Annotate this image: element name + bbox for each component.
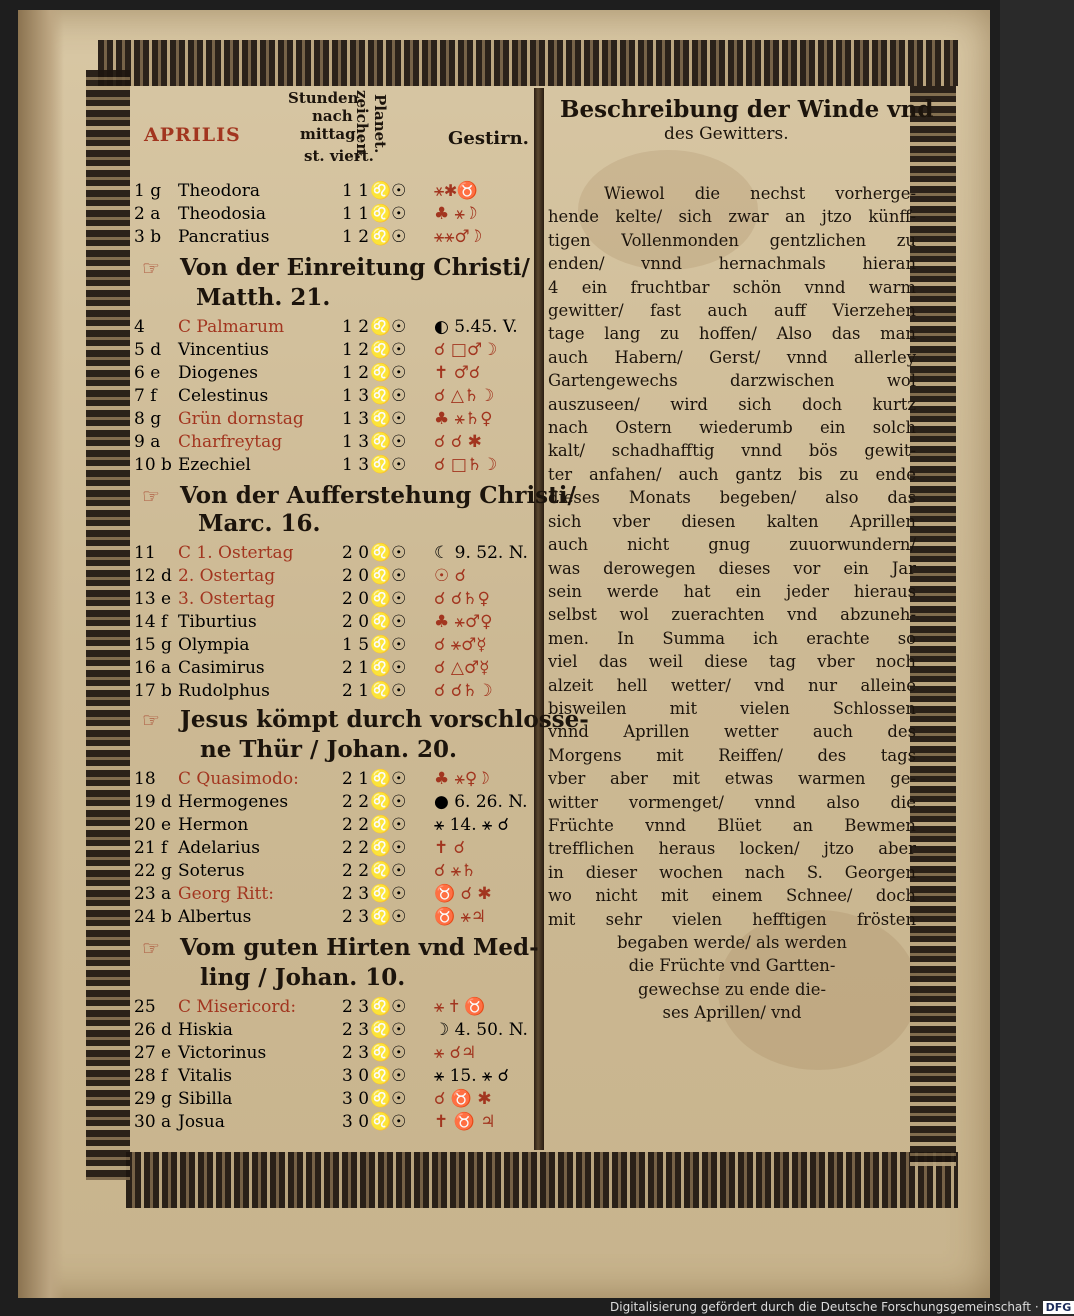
text-line: in dieser wochen nach S. Georgen [548,862,916,882]
text-line: vnnd Aprillen wetter auch des [548,722,916,742]
text-line: viel das weil diese tag vber noch [548,652,916,672]
calendar-row [134,996,534,1019]
day-number: 15 g [134,635,172,655]
pointing-hand-icon: ☞ [142,708,160,732]
day-number: 30 a [134,1112,172,1132]
hours-value: 2 0 [342,612,370,632]
saint-name: C Quasimodo: [178,769,299,789]
hours-value: 1 2 [342,317,370,337]
text-line: vber aber mit etwas warmen ge- [548,769,916,789]
calendar-row [134,339,534,362]
saint-name: Theodora [178,181,260,201]
text-line: kalt/ schadhafftig vnnd bös gewit- [548,441,916,461]
saint-name: Olympia [178,635,250,655]
gospel-heading-4-ref: ling / Johan. 10. [200,964,406,991]
dfg-logo: DFG [1043,1301,1074,1314]
saint-name: 3. Ostertag [178,589,276,609]
calendar-row [134,454,534,477]
text-line: enden/ vnnd hernachmals hieran [548,254,916,274]
astro-symbols: ♉ ⚹♃ [434,907,487,927]
gospel-heading-2-ref: Marc. 16. [198,510,321,537]
ornament-border-top [98,40,958,86]
day-number: 8 g [134,409,162,429]
saint-name: Vitalis [178,1066,232,1086]
pointing-hand-icon: ☞ [142,936,160,960]
text-line: sich vber diesen kalten Aprillen [548,511,916,531]
ornament-border-bottom [126,1152,958,1208]
hours-value: 2 1 [342,681,370,701]
day-number: 24 b [134,907,172,927]
text-line: auszuseen/ wird sich doch kurtz [548,394,916,414]
hours-value: 3 0 [342,1089,370,1109]
astro-symbols: ☌ ♉ ✱ [434,1089,492,1109]
text-line: auch nicht gnug zuuorwundern/ [548,535,916,555]
day-number: 23 a [134,884,172,904]
hours-value: 2 3 [342,907,370,927]
calendar-row [134,542,534,565]
calendar-row [134,226,534,249]
calendar-row [134,657,534,680]
hours-header-1: Stunden [288,89,359,107]
weather-description [548,182,916,1025]
saint-name: Celestinus [178,386,269,406]
saint-name: Josua [178,1112,225,1132]
saint-name: Grün dornstag [178,409,304,429]
astro-symbols: ☉ ☌ [434,566,467,586]
saint-name: C 1. Ostertag [178,543,294,563]
calendar-row [134,385,534,408]
hours-value: 3 0 [342,1112,370,1132]
description-subheading: des Gewitters. [664,124,789,144]
text-line: begaben werde/ als werden [617,933,847,952]
zodiac-sign: ♌☉ [370,181,407,201]
saint-name: Diogenes [178,363,258,383]
credit-text: Digitalisierung gefördert durch die Deutsche Forschungsgemeinschaft · [610,1300,1039,1314]
planets-header-2: zeichen. [353,90,371,160]
astro-symbols: ♣ ⚹♂♀ [434,612,493,632]
hours-value: 1 1 [342,181,370,201]
astro-symbols: ☌ □♂☽ [434,340,498,360]
zodiac-sign: ♌☉ [370,204,407,224]
saint-name: Casimirus [178,658,265,678]
day-number: 14 f [134,612,168,632]
zodiac-sign: ♌☉ [370,455,407,475]
zodiac-sign: ♌☉ [370,838,407,858]
zodiac-sign: ♌☉ [370,227,407,247]
astro-symbols: ☌ △♄☽ [434,386,495,406]
astro-symbols: ✝ ☌ [434,838,466,858]
zodiac-sign: ♌☉ [370,997,407,1017]
saint-name: Soterus [178,861,245,881]
astro-symbols: ⚹⚹♂☽ [434,227,482,247]
hours-value: 3 0 [342,1066,370,1086]
zodiac-sign: ♌☉ [370,815,407,835]
calendar-row [134,565,534,588]
text-line: Gartengewechs darzwischen wol [548,371,916,391]
zodiac-sign: ♌☉ [370,340,407,360]
zodiac-sign: ♌☉ [370,861,407,881]
day-number: 19 d [134,792,172,812]
astro-symbols: ♣ ⚹☽ [434,204,477,224]
calendar-row [134,906,534,929]
astro-symbols: ● 6. 26. N. [434,792,528,812]
astro-symbols: ✝ ♉ ♃ [434,1112,496,1132]
text-line: hende kelte/ sich zwar an jtzo künff- [548,207,916,227]
calendar-row [134,408,534,431]
month-label: APRILIS [144,124,241,146]
hours-value: 1 2 [342,363,370,383]
column-divider [534,88,544,1150]
day-number: 10 b [134,455,172,475]
astro-symbols: ⚹✱♉ [434,181,479,201]
astro-symbols: ◐ 5.45. V. [434,317,518,337]
day-number: 21 f [134,838,168,858]
saint-name: C Palmarum [178,317,285,337]
text-line: dieses Monats begeben/ also das [548,488,916,508]
hours-value: 2 0 [342,589,370,609]
zodiac-sign: ♌☉ [370,1043,407,1063]
astro-symbols: ⚹ 14. ⚹ ☌ [434,815,510,835]
zodiac-sign: ♌☉ [370,769,407,789]
astro-symbols: ♉ ☌ ✱ [434,884,492,904]
zodiac-sign: ♌☉ [370,907,407,927]
calendar-row [134,431,534,454]
zodiac-sign: ♌☉ [370,681,407,701]
hours-value: 1 3 [342,409,370,429]
page-gutter-shadow [18,10,64,1298]
day-number: 12 d [134,566,172,586]
gospel-heading-1: Von der Einreitung Christi/ [180,254,530,281]
pointing-hand-icon: ☞ [142,484,160,508]
saint-name: Georg Ritt: [178,884,274,904]
gospel-heading-4: Vom guten Hirten vnd Med- [180,934,539,961]
day-number: 13 e [134,589,172,609]
day-number: 17 b [134,681,172,701]
day-number: 22 g [134,861,172,881]
astro-symbols: ⚹ ✝ ♉ [434,997,486,1017]
saint-name: Hermogenes [178,792,289,812]
planets-header-1: Planet. [371,94,389,154]
calendar-row [134,1042,534,1065]
hours-value: 1 5 [342,635,370,655]
saint-name: Theodosia [178,204,266,224]
saint-name: Adelarius [178,838,261,858]
zodiac-sign: ♌☉ [370,363,407,383]
saint-name: C Misericord: [178,997,297,1017]
saint-name: Rudolphus [178,681,270,701]
calendar-row [134,180,534,203]
zodiac-sign: ♌☉ [370,612,407,632]
astro-symbols: ☾ 9. 52. N. [434,543,528,563]
astro-symbols: ☌ ☌♄♀ [434,589,490,609]
saint-name: Tiburtius [178,612,257,632]
text-line: nach Ostern wiederumb ein solch [548,418,916,438]
astro-symbols: ☽ 4. 50. N. [434,1020,528,1040]
ornament-border-left [86,70,130,1180]
text-line: mit sehr vielen hefftigen frösten [548,909,916,929]
hours-value: 2 1 [342,769,370,789]
calendar-row [134,768,534,791]
zodiac-sign: ♌☉ [370,589,407,609]
saint-name: Vincentius [178,340,269,360]
astro-symbols: ⚹ ☌♃ [434,1043,477,1063]
text-line: auch Habern/ Gerst/ vnnd allerley [548,347,916,367]
astro-symbols: ☌ ⚹♂☿ [434,635,487,655]
hours-value: 2 3 [342,1020,370,1040]
zodiac-sign: ♌☉ [370,635,407,655]
day-number: 26 d [134,1020,172,1040]
description-heading: Beschreibung der Winde vnd [560,96,934,123]
text-line: Morgens mit Reiffen/ des tags [548,745,916,765]
calendar-row [134,203,534,226]
text-line: witter vormenget/ vnnd also die [548,792,916,812]
hours-value: 1 2 [342,227,370,247]
saint-name: Albertus [178,907,252,927]
gospel-heading-3: Jesus kömpt durch vorschlosse- [180,706,589,733]
day-number: 7 f [134,386,157,406]
calendar-row [134,1019,534,1042]
day-number: 2 a [134,204,161,224]
calendar-row [134,860,534,883]
zodiac-sign: ♌☉ [370,792,407,812]
hours-value: 1 3 [342,455,370,475]
text-line: ses Aprillen/ vnd [662,1003,802,1023]
text-line: selbst wol zuerachten vnd abzuneh- [548,605,916,625]
day-number: 9 a [134,432,161,452]
day-number: 29 g [134,1089,172,1109]
stars-header: Gestirn. [448,128,529,149]
zodiac-sign: ♌☉ [370,1020,407,1040]
calendar-row [134,1111,534,1134]
calendar-row [134,611,534,634]
calendar-row [134,634,534,657]
saint-name: Hiskia [178,1020,233,1040]
zodiac-sign: ♌☉ [370,409,407,429]
zodiac-sign: ♌☉ [370,1089,407,1109]
hours-value: 2 3 [342,997,370,1017]
calendar-row [134,362,534,385]
gospel-heading-3-ref: ne Thür / Johan. 20. [200,736,458,763]
day-number: 20 e [134,815,172,835]
zodiac-sign: ♌☉ [370,1112,407,1132]
day-number: 11 [134,543,156,563]
zodiac-sign: ♌☉ [370,884,407,904]
text-line: trefflichen heraus locken/ jtzo aber [548,839,916,859]
saint-name: Sibilla [178,1089,233,1109]
hours-header-3: mittag. [300,125,361,143]
day-number: 5 d [134,340,162,360]
saint-name: 2. Ostertag [178,566,276,586]
digitization-credit [610,1300,1074,1314]
hours-value: 1 1 [342,204,370,224]
text-line: men. In Summa ich erachte so [548,628,916,648]
ornament-border-right [910,86,956,1166]
astro-symbols: ✝ ♂☌ [434,363,481,383]
hours-value: 2 0 [342,566,370,586]
day-number: 16 a [134,658,172,678]
calendar-row [134,837,534,860]
hours-value: 1 2 [342,340,370,360]
hours-value: 2 2 [342,815,370,835]
zodiac-sign: ♌☉ [370,386,407,406]
saint-name: Ezechiel [178,455,251,475]
hours-header-4: st. viert. [304,147,374,165]
hours-value: 2 2 [342,792,370,812]
zodiac-sign: ♌☉ [370,1066,407,1086]
day-number: 27 e [134,1043,172,1063]
astro-symbols: ♣ ⚹♄♀ [434,409,493,429]
calendar-row [134,680,534,703]
text-line: sein werde hat ein jeder hieraus [548,581,916,601]
hours-value: 2 1 [342,658,370,678]
hours-value: 2 3 [342,884,370,904]
text-line: gewechse zu ende die- [637,979,826,999]
text-line: Wiewol die nechst vorherge- [604,184,916,203]
astro-symbols: ♣ ⚹♀☽ [434,769,490,789]
text-line: bisweilen mit vielen Schlossen [548,698,916,718]
text-line: die Früchte vnd Gartten- [628,956,836,976]
zodiac-sign: ♌☉ [370,543,407,563]
day-number: 18 [134,769,156,789]
calendar-row [134,883,534,906]
day-number: 1 g [134,181,162,201]
calendar-row [134,814,534,837]
text-line: Früchte vnnd Blüet an Bewmen [548,815,916,835]
astro-symbols: ⚹ 15. ⚹ ☌ [434,1066,510,1086]
text-line: ter anfahen/ auch gantz bis zu ende [548,464,916,484]
day-number: 4 [134,317,145,337]
hours-value: 1 3 [342,432,370,452]
hours-value: 2 0 [342,543,370,563]
pointing-hand-icon: ☞ [142,256,160,280]
saint-name: Charfreytag [178,432,283,452]
calendar-row [134,1088,534,1111]
saint-name: Pancratius [178,227,270,247]
calendar-row [134,791,534,814]
day-number: 25 [134,997,156,1017]
gospel-heading-1-ref: Matth. 21. [196,284,331,311]
day-number: 28 f [134,1066,168,1086]
day-number: 6 e [134,363,161,383]
gospel-heading-2: Von der Aufferstehung Christi/ [180,482,576,509]
calendar-row [134,1065,534,1088]
zodiac-sign: ♌☉ [370,432,407,452]
text-line: alzeit hell wetter/ vnd nur alleine [548,675,916,695]
calendar-row [134,316,534,339]
text-line: gewitter/ fast auch auff Vierzehen [548,301,916,321]
saint-name: Victorinus [178,1043,267,1063]
text-line: 4 ein fruchtbar schön vnnd warm [548,277,916,297]
hours-value: 2 2 [342,838,370,858]
hours-value: 2 2 [342,861,370,881]
zodiac-sign: ♌☉ [370,658,407,678]
zodiac-sign: ♌☉ [370,317,407,337]
astro-symbols: ☌ ⚹♄ [434,861,477,881]
saint-name: Hermon [178,815,249,835]
astro-symbols: ☌ ☌ ✱ [434,432,482,452]
text-line: tigen Vollenmonden gentzlichen zu [548,230,916,250]
hours-value: 2 3 [342,1043,370,1063]
astro-symbols: ☌ ☌♄☽ [434,681,493,701]
astro-symbols: ☌ △♂☿ [434,658,490,678]
text-line: tage lang zu hoffen/ Also das man [548,324,916,344]
day-number: 3 b [134,227,162,247]
text-line: wo nicht mit einem Schnee/ doch [548,886,916,906]
text-line: was derowegen dieses vor ein Jar [548,558,916,578]
astro-symbols: ☌ □♄☽ [434,455,498,475]
hours-header-2: nach [312,107,353,125]
calendar-row [134,588,534,611]
hours-value: 1 3 [342,386,370,406]
zodiac-sign: ♌☉ [370,566,407,586]
